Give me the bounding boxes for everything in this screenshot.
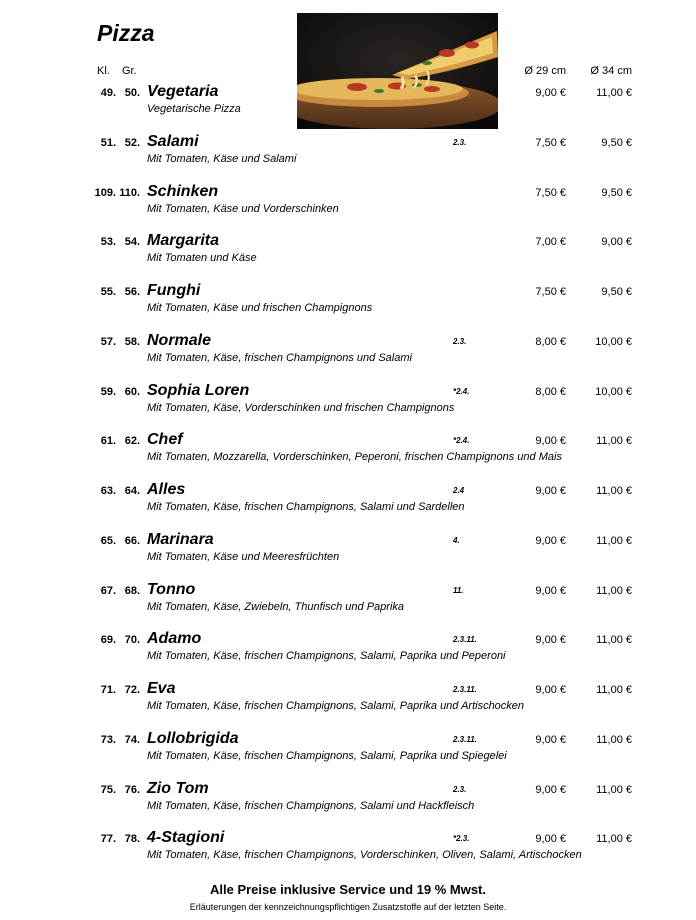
price-large: 11,00 € <box>596 784 632 796</box>
item-additives: 2.3. <box>453 337 467 346</box>
item-description: Mit Tomaten und Käse <box>147 252 257 264</box>
price-small: 7,00 € <box>535 236 566 248</box>
item-number-small: 61. <box>100 435 116 447</box>
item-additives: 2.4 <box>453 486 465 495</box>
price-small: 9,00 € <box>535 784 566 796</box>
item-name: Alles <box>147 481 186 498</box>
price-large: 10,00 € <box>595 336 632 348</box>
price-small: 9,00 € <box>535 684 566 696</box>
price-large: 11,00 € <box>596 833 632 845</box>
item-name: Zio Tom <box>147 780 209 797</box>
price-small: 7,50 € <box>535 187 566 199</box>
price-small: 9,00 € <box>535 535 566 547</box>
item-description: Mit Tomaten, Käse und Meeresfrüchten <box>147 551 340 563</box>
menu-item <box>0 233 696 273</box>
item-description: Mit Tomaten, Käse und Vorderschinken <box>147 203 339 215</box>
item-number-small: 109. <box>94 187 116 199</box>
item-number-small: 57. <box>100 336 116 348</box>
menu-item <box>0 134 696 174</box>
item-number-large: 58. <box>124 336 140 348</box>
item-additives: 11. <box>453 586 464 595</box>
price-small: 9,00 € <box>535 435 566 447</box>
item-number-large: 60. <box>124 386 140 398</box>
item-description: Mit Tomaten, Käse, frischen Champignons, Salami, Paprika und Artischocken <box>147 700 525 712</box>
item-name: Funghi <box>147 282 201 299</box>
menu-item <box>0 184 696 224</box>
item-number-small: 71. <box>100 684 116 696</box>
item-number-small: 63. <box>100 485 116 497</box>
menu-item <box>0 383 696 423</box>
item-number-small: 77. <box>100 833 116 845</box>
item-name: Normale <box>147 332 212 349</box>
item-name: Chef <box>147 431 183 448</box>
item-number-large: 50. <box>124 87 140 99</box>
item-number-large: 70. <box>124 634 140 646</box>
item-description: Mit Tomaten, Käse, frischen Champignons, Salami, Paprika und Spiegelei <box>147 750 507 762</box>
item-number-large: 64. <box>124 485 140 497</box>
item-number-large: 76. <box>124 784 140 796</box>
price-large: 10,00 € <box>595 386 632 398</box>
item-name: Marinara <box>147 531 214 548</box>
page-title: Pizza <box>97 20 155 46</box>
item-name: Schinken <box>147 183 219 200</box>
item-name: 4-Stagioni <box>147 829 225 846</box>
menu-item <box>0 532 696 572</box>
price-large: 11,00 € <box>596 585 632 597</box>
item-description: Mit Tomaten, Käse und frischen Champignons <box>147 302 373 314</box>
item-number-large: 72. <box>124 684 140 696</box>
item-additives: *2.4. <box>453 387 470 396</box>
price-large: 11,00 € <box>596 535 632 547</box>
item-number-small: 73. <box>100 734 116 746</box>
price-small: 7,50 € <box>535 137 566 149</box>
item-number-large: 78. <box>124 833 140 845</box>
item-description: Mit Tomaten, Käse, Zwiebeln, Thunfisch und Paprika <box>147 601 405 613</box>
column-header-size-large: Ø 34 cm <box>590 65 632 77</box>
item-name: Salami <box>147 133 199 150</box>
item-number-small: 55. <box>100 286 116 298</box>
item-number-small: 69. <box>100 634 116 646</box>
price-large: 11,00 € <box>596 87 632 99</box>
item-additives: *2.3. <box>453 834 470 843</box>
item-name: Margarita <box>147 232 220 249</box>
column-header-gr: Gr. <box>122 65 137 77</box>
column-header-size-small: Ø 29 cm <box>524 65 566 77</box>
item-number-small: 67. <box>100 585 116 597</box>
item-number-large: 74. <box>124 734 140 746</box>
item-name: Vegetaria <box>147 83 219 100</box>
item-name: Adamo <box>147 630 202 647</box>
item-additives: 2.3. <box>453 785 467 794</box>
price-large: 11,00 € <box>596 485 632 497</box>
item-name: Tonno <box>147 581 196 598</box>
item-number-small: 59. <box>100 386 116 398</box>
price-small: 9,00 € <box>535 634 566 646</box>
menu-item <box>0 731 696 771</box>
price-large: 9,50 € <box>601 286 632 298</box>
menu-item <box>0 283 696 323</box>
price-large: 9,50 € <box>601 187 632 199</box>
item-description: Mit Tomaten, Käse, frischen Champignons und Salami <box>147 352 412 364</box>
price-small: 8,00 € <box>535 386 566 398</box>
item-description: Mit Tomaten, Käse, frischen Champignons, Salami, Paprika und Peperoni <box>147 650 506 662</box>
column-header-kl: Kl. <box>97 65 110 77</box>
price-small: 9,00 € <box>535 734 566 746</box>
item-name: Sophia Loren <box>147 382 250 399</box>
item-number-large: 54. <box>124 236 140 248</box>
price-small: 9,00 € <box>535 485 566 497</box>
price-large: 9,00 € <box>601 236 632 248</box>
item-number-large: 66. <box>124 535 140 547</box>
price-large: 11,00 € <box>596 435 632 447</box>
menu-item <box>0 333 696 373</box>
item-number-small: 75. <box>100 784 116 796</box>
menu-item <box>0 482 696 522</box>
price-small: 8,00 € <box>535 336 566 348</box>
menu-item <box>0 582 696 622</box>
price-large: 9,50 € <box>601 137 632 149</box>
item-number-large: 110. <box>119 187 140 199</box>
item-number-small: 53. <box>100 236 116 248</box>
price-large: 11,00 € <box>596 734 632 746</box>
item-number-small: 49. <box>100 87 116 99</box>
item-description: Mit Tomaten, Käse, frischen Champignons, Salami und Sardellen <box>147 501 465 513</box>
item-number-small: 65. <box>100 535 116 547</box>
item-name: Lollobrigida <box>147 730 239 747</box>
item-description: Mit Tomaten, Käse, frischen Champignons, Vorderschinken, Oliven, Salami, Artischocken <box>147 849 582 861</box>
item-additives: 2.3. <box>453 138 467 147</box>
price-small: 9,00 € <box>535 833 566 845</box>
item-additives: 2.3.11. <box>453 635 477 644</box>
menu-item <box>0 432 696 472</box>
footer-additives-note: Erläuterungen der kennzeichnungspflichtigen Zusatzstoffe auf der letzten Seite. <box>189 902 507 912</box>
item-additives: 4. <box>453 536 460 545</box>
price-large: 11,00 € <box>596 634 632 646</box>
item-additives: 2.3.11. <box>453 735 477 744</box>
menu-item <box>0 631 696 671</box>
footer-price-note: Alle Preise inklusive Service und 19 % Mwst. <box>209 882 486 897</box>
price-small: 7,50 € <box>535 286 566 298</box>
item-description: Mit Tomaten, Käse, frischen Champignons, Salami und Hackfleisch <box>147 800 475 812</box>
menu-item <box>0 681 696 721</box>
item-additives: *2.4. <box>453 436 470 445</box>
menu-item <box>0 830 696 870</box>
menu-item <box>0 84 696 124</box>
price-large: 11,00 € <box>596 684 632 696</box>
menu-item <box>0 781 696 821</box>
price-small: 9,00 € <box>535 87 566 99</box>
item-number-large: 68. <box>124 585 140 597</box>
item-description: Vegetarische Pizza <box>147 103 241 115</box>
item-number-large: 56. <box>124 286 140 298</box>
item-number-large: 62. <box>124 435 140 447</box>
item-description: Mit Tomaten, Käse und Salami <box>147 153 297 165</box>
item-number-large: 52. <box>124 137 140 149</box>
price-small: 9,00 € <box>535 585 566 597</box>
item-additives: 2.3.11. <box>453 685 477 694</box>
item-description: Mit Tomaten, Käse, Vorderschinken und frischen Champignons <box>147 402 455 414</box>
item-number-small: 51. <box>100 137 116 149</box>
item-name: Eva <box>147 680 176 697</box>
item-description: Mit Tomaten, Mozzarella, Vorderschinken, Peperoni, frischen Champignons und Mais <box>147 451 562 463</box>
